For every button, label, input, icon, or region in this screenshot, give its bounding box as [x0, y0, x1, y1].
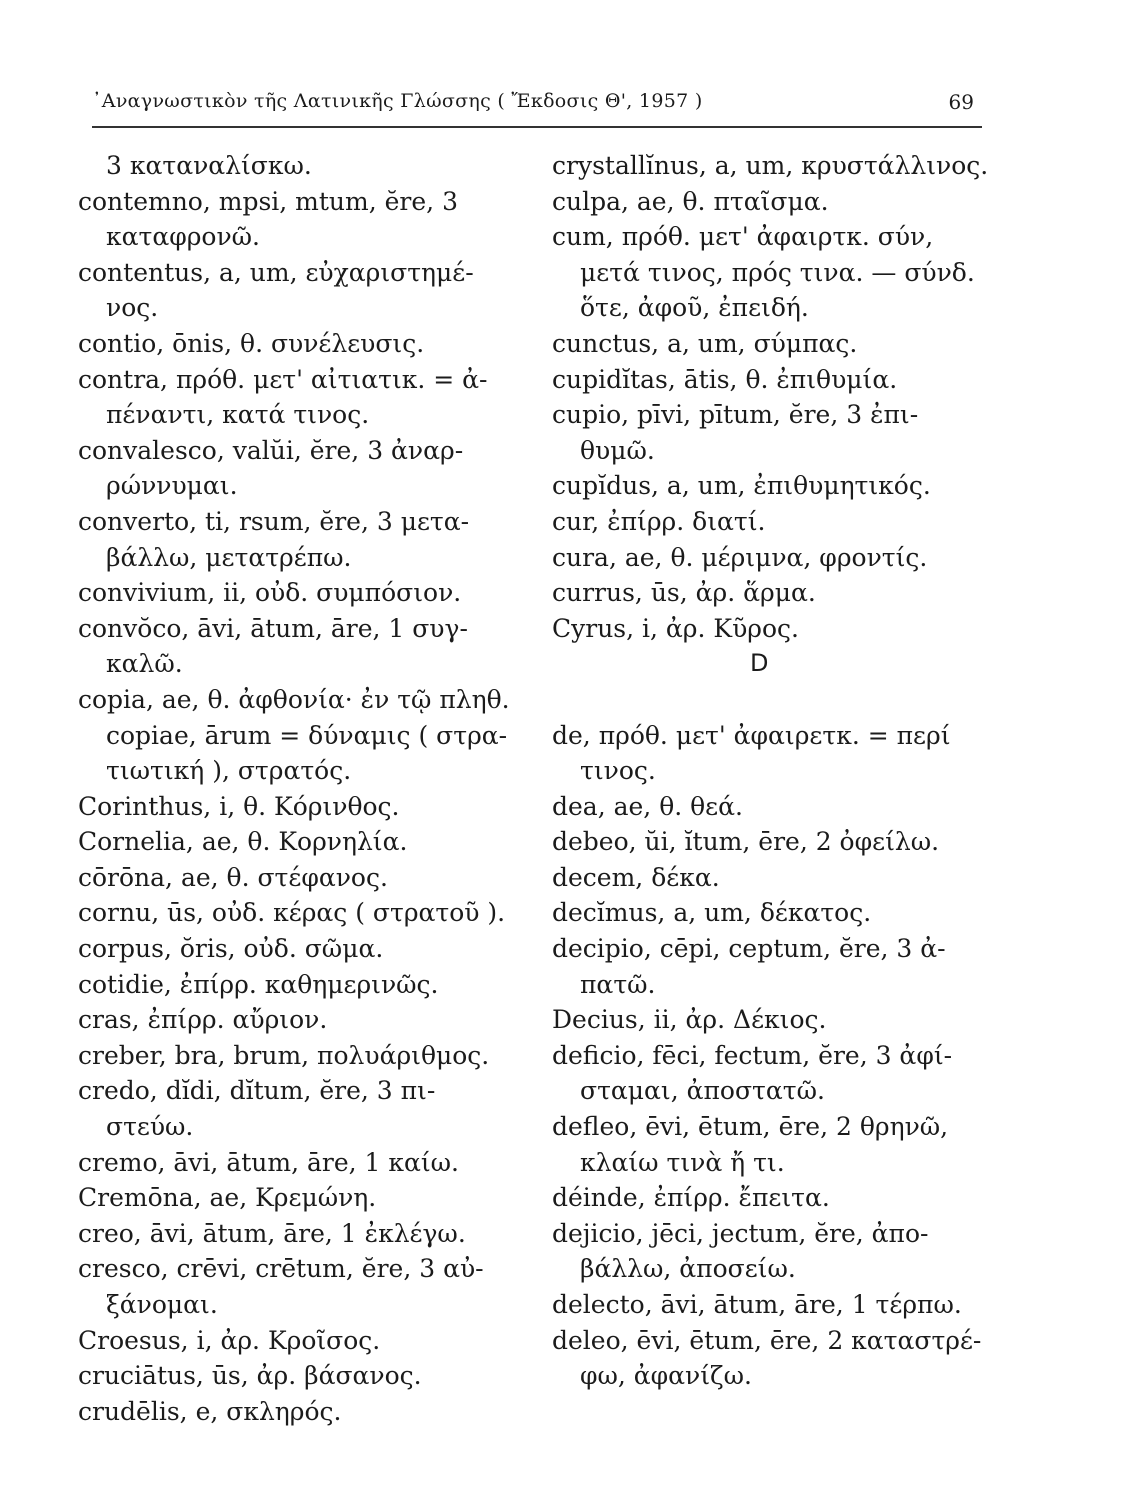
entry-line: cornu, ūs, οὐδ. κέρας ( στρατοῦ ).: [78, 898, 506, 928]
entry-line: convŏco, āvi, ātum, āre, 1 συγ-: [78, 613, 468, 643]
entry-line: crystallĭnus, a, um, κρυστάλλινος.: [552, 151, 989, 180]
entry-line: cras, ἐπίρρ. αὔριον.: [78, 1005, 328, 1035]
entry-line: dejicio, jēci, jectum, ĕre, ἀπο-: [552, 1218, 929, 1248]
entry-continuation-line: copiae, ārum = δύναμις ( στρα-: [106, 720, 508, 750]
entry-line: cresco, crēvi, crētum, ĕre, 3 αὐ-: [78, 1254, 484, 1284]
entry-line: converto, ti, rsum, ĕre, 3 μετα-: [78, 506, 470, 536]
entry-line: Corinthus, i, θ. Κόρινθος.: [78, 791, 400, 821]
entry-line: decĭmus, a, um, δέκατος.: [552, 898, 872, 928]
entry-line: decipio, cēpi, ceptum, ĕre, 3 ἀ-: [552, 934, 946, 964]
entry-continuation-line: 3 καταναλίσκω.: [106, 151, 312, 180]
entry-line: cupidĭtas, ātis, θ. ἐπιθυμία.: [552, 364, 898, 394]
entry-line: debeo, ŭi, ĭtum, ēre, 2 ὀφείλω.: [552, 827, 940, 857]
entry-line: convalesco, valŭi, ĕre, 3 ἀναρ-: [78, 435, 464, 465]
entry-line: Croesus, i, ἀρ. Κροῖσος.: [78, 1325, 381, 1355]
entry-line: cupĭdus, a, um, ἐπιθυμητικός.: [552, 471, 931, 501]
entry-line: de, πρόθ. μετ' ἀφαιρετκ. = περί: [552, 720, 951, 750]
entry-continuation-line: μετά τινος, πρός τινα. — σύνδ.: [580, 257, 975, 287]
entry-line: Cornelia, ae, θ. Κορνηλία.: [78, 827, 408, 857]
entry-line: cotidie, ἐπίρρ. καθημερινῶς.: [78, 969, 439, 999]
entry-line: contio, ōnis, θ. συνέλευσις.: [78, 328, 425, 358]
running-header: [92, 84, 982, 128]
entry-line: credo, dĭdi, dĭtum, ĕre, 3 πι-: [78, 1076, 436, 1106]
entry-line: Cyrus, i, ἀρ. Κῦρος.: [552, 613, 799, 643]
entry-line: cruciātus, ūs, ἀρ. βάσανος.: [78, 1361, 422, 1391]
entry-continuation-line: νος.: [106, 293, 159, 323]
entry-line: contentus, a, um, εὐχαριστημέ-: [78, 257, 474, 287]
entry-line: deficio, fēci, fectum, ĕre, 3 ἀφί-: [552, 1040, 953, 1070]
entry-line: delecto, āvi, ātum, āre, 1 τέρπω.: [552, 1290, 962, 1319]
entry-line: cremo, āvi, ātum, āre, 1 καίω.: [78, 1147, 460, 1177]
entry-line: creber, bra, brum, πολυάριθμος.: [78, 1040, 490, 1070]
entry-line: crudēlis, e, σκληρός.: [78, 1396, 342, 1426]
entry-continuation-line: καλῶ.: [106, 649, 183, 679]
entry-continuation-line: φω, ἀφανίζω.: [580, 1361, 752, 1391]
entry-line: contemno, mpsi, mtum, ĕre, 3: [78, 186, 458, 216]
entry-continuation-line: στεύω.: [106, 1112, 194, 1142]
right-column: [552, 148, 992, 1394]
entry-continuation-line: βάλλω, μετατρέπω.: [106, 542, 352, 572]
entry-line: cum, πρόθ. μετ' ἀφαιρτκ. σύν,: [552, 222, 934, 252]
entry-line: creo, āvi, ātum, āre, 1 ἐκλέγω.: [78, 1218, 466, 1248]
entry-continuation-line: ξάνομαι.: [106, 1290, 218, 1319]
entry-continuation-line: πατῶ.: [580, 969, 656, 999]
header-title: ᾿Αναγνωστικὸν τῆς Λατινικῆς Γλώσσης ( Ἔκδοσις Θ', 1957 ): [92, 90, 703, 112]
entry-line: cur, ἐπίρρ. διατί.: [552, 506, 766, 536]
entry-line: dea, ae, θ. θεά.: [552, 791, 743, 821]
entry-line: déinde, ἐπίρρ. ἔπειτα.: [552, 1183, 830, 1213]
entry-line: copia, ae, θ. ἀφθονία· ἐν τῷ πληθ.: [78, 684, 510, 714]
left-column: [78, 148, 548, 1429]
entry-line: cura, ae, θ. μέριμνα, φροντίς.: [552, 542, 928, 572]
entry-line: Decius, ii, ἀρ. Δέκιος.: [552, 1005, 827, 1035]
entry-line: cunctus, a, um, σύμπας.: [552, 328, 858, 358]
entry-line: cupio, pīvi, pītum, ĕre, 3 ἐπι-: [552, 400, 919, 430]
entry-line: defleo, ēvi, ētum, ēre, 2 θρηνῶ,: [552, 1112, 949, 1142]
section-letter-heading: D: [750, 649, 769, 678]
entry-continuation-line: τιωτική ), στρατός.: [106, 756, 352, 786]
entry-continuation-line: σταμαι, ἀποστατῶ.: [580, 1076, 825, 1106]
entry-continuation-line: κλαίω τινὰ ἤ τι.: [580, 1147, 785, 1177]
entry-line: deleo, ēvi, ētum, ēre, 2 καταστρέ-: [552, 1325, 982, 1355]
entry-line: corpus, ŏris, οὐδ. σῶμα.: [78, 934, 384, 964]
entry-line: currus, ūs, ἀρ. ἅρμα.: [552, 578, 816, 608]
entry-line: convivium, ii, οὐδ. συμπόσιον.: [78, 578, 462, 608]
entry-continuation-line: θυμῶ.: [580, 435, 655, 465]
page-number: 69: [948, 90, 974, 114]
entry-line: contra, πρόθ. μετ' αἰτιατικ. = ἀ-: [78, 364, 488, 394]
spacer: [552, 682, 992, 718]
entry-line: decem, δέκα.: [552, 862, 720, 892]
entry-continuation-line: τινος.: [580, 756, 656, 786]
entry-continuation-line: καταφρονῶ.: [106, 222, 261, 252]
entry-continuation-line: ὅτε, ἀφοῦ, ἐπειδή.: [580, 293, 809, 323]
entry-line: culpa, ae, θ. πταῖσμα.: [552, 186, 829, 216]
entry-continuation-line: ρώννυμαι.: [106, 471, 238, 501]
entry-continuation-line: πέναντι, κατά τινος.: [106, 400, 370, 430]
entry-continuation-line: βάλλω, ἀποσείω.: [580, 1254, 796, 1284]
entry-line: cōrōna, ae, θ. στέφανος.: [78, 862, 388, 892]
entry-line: Cremōna, ae, Κρεμώνη.: [78, 1183, 377, 1213]
